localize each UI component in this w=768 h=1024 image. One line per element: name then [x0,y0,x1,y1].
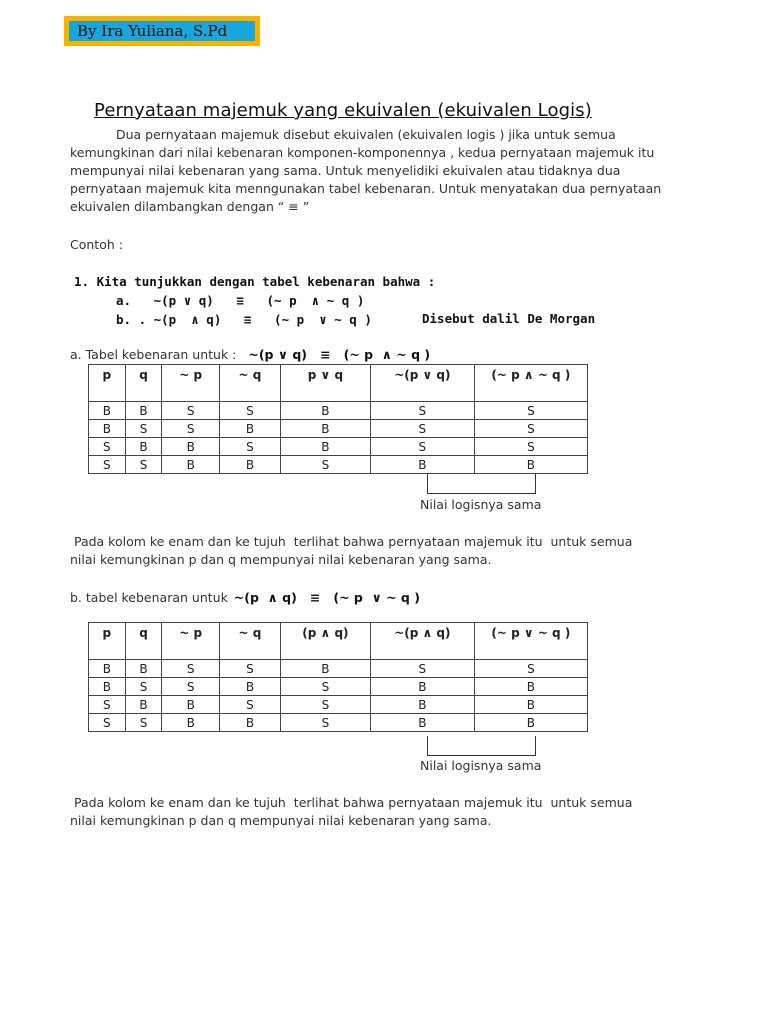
table-cell: B [220,456,281,474]
intro-line-4: pernyataan majemuk kita menngunakan tabel kebenaran. Untuk menyatakan dua pernyataan [70,181,662,196]
note-a-line-2: nilai kemungkinan p dan q mempunyai nilai kebenaran yang sama. [70,552,492,567]
header-cell: p [89,365,126,402]
page-title: Pernyataan majemuk yang ekuivalen (ekuivalen Logis) [94,100,592,121]
note-b-line-2: nilai kemungkinan p dan q mempunyai nilai kebenaran yang sama. [70,813,492,828]
table-cell: B [125,438,162,456]
table-cell: B [280,438,370,456]
table-row [89,420,588,438]
table-cell: B [474,696,587,714]
table-cell: B [280,660,370,678]
table-cell: S [370,438,474,456]
header-cell: p [89,623,126,660]
table-cell: B [89,420,126,438]
table-cell: B [474,456,587,474]
table-cell: S [220,402,281,420]
table-row [89,402,588,420]
author-box [64,16,260,46]
table-cell: S [280,456,370,474]
table-cell: S [370,402,474,420]
table-b-caption [70,589,420,608]
author-name: By Ira Yuliana, S.Pd [69,21,255,41]
bracket-a [427,474,536,494]
table-cell: B [220,420,281,438]
table-cell: B [162,714,220,732]
table-cell: S [370,420,474,438]
table-cell: S [162,402,220,420]
table-row [89,438,588,456]
table-cell: B [125,402,162,420]
intro-line-5: ekuivalen dilambangkan dengan “ ≡ ” [70,199,310,214]
contoh-label: Contoh : [70,237,123,252]
header-cell: ~ p [162,365,220,402]
table-cell: S [370,660,474,678]
table-cell: B [89,402,126,420]
table-cell: B [370,678,474,696]
bracket-b-label: Nilai logisnya sama [420,758,542,773]
table-row [89,678,588,696]
header-cell: q [125,365,162,402]
table-cell: B [125,660,162,678]
header-cell: q [125,623,162,660]
table-cell: S [125,456,162,474]
note-b-line-1: Pada kolom ke enam dan ke tujuh terlihat bahwa pernyataan majemuk itu untuk semua [70,795,633,810]
table-header-row [89,623,588,660]
table-cell: S [220,438,281,456]
bracket-a-label: Nilai logisnya sama [420,497,542,512]
truth-table-b [88,622,588,732]
header-cell: ~ q [220,365,281,402]
table-a-caption-prefix: a. Tabel kebenaran untuk : [70,347,237,362]
intro-line-1: Dua pernyataan majemuk disebut ekuivalen (ekuivalen logis ) jika untuk semua [116,127,616,142]
table-cell: B [162,456,220,474]
table-cell: S [125,714,162,732]
intro-line-3: mempunyai nilai kebenaran yang sama. Untuk menyelidiki ekuivalen atau tidaknya dua [70,163,621,178]
example-b: b. . ~(p ∧ q) ≡ (~ p ∨ ~ q ) [116,312,372,327]
table-a-caption [70,346,430,365]
table-cell: S [474,660,587,678]
de-morgan-label: Disebut dalil De Morgan [422,311,596,326]
table-cell: B [474,714,587,732]
table-cell: B [280,402,370,420]
table-cell: S [280,696,370,714]
table-cell: B [220,714,281,732]
note-a-line-1: Pada kolom ke enam dan ke tujuh terlihat bahwa pernyataan majemuk itu untuk semua [70,534,633,549]
table-cell: B [370,456,474,474]
table-row [89,456,588,474]
table-cell: S [162,678,220,696]
table-cell: B [162,696,220,714]
example-heading: 1. Kita tunjukkan dengan tabel kebenaran bahwa : [74,274,436,289]
table-cell: S [125,678,162,696]
table-row [89,714,588,732]
truth-table-a [88,364,588,474]
table-cell: S [474,438,587,456]
table-row [89,660,588,678]
table-b-caption-formula: ~(p ∧ q) ≡ (~ p ∨ ~ q ) [233,590,420,605]
table-cell: B [220,678,281,696]
table-cell: S [280,678,370,696]
table-cell: S [89,714,126,732]
table-cell: S [162,420,220,438]
table-b-caption-prefix: b. tabel kebenaran untuk [70,590,228,605]
table-cell: B [370,696,474,714]
table-cell: B [89,678,126,696]
table-cell: B [162,438,220,456]
header-cell: ~ p [162,623,220,660]
header-cell: (~ p ∨ ~ q ) [474,623,587,660]
table-cell: S [220,660,281,678]
table-cell: B [125,696,162,714]
table-cell: S [280,714,370,732]
table-cell: S [474,402,587,420]
header-cell: (p ∧ q) [280,623,370,660]
header-cell: (~ p ∧ ~ q ) [474,365,587,402]
table-a-caption-formula: ~(p ∨ q) ≡ (~ p ∧ ~ q ) [248,347,431,362]
table-cell: B [89,660,126,678]
table-row [89,696,588,714]
table-cell: B [474,678,587,696]
table-cell: B [280,420,370,438]
table-cell: S [220,696,281,714]
table-cell: S [89,456,126,474]
example-a: a. ~(p ∨ q) ≡ (~ p ∧ ~ q ) [116,293,365,308]
header-cell: ~ q [220,623,281,660]
bracket-b [427,736,536,756]
table-cell: S [125,420,162,438]
header-cell: ~(p ∨ q) [370,365,474,402]
table-cell: S [162,660,220,678]
table-cell: S [89,438,126,456]
table-header-row [89,365,588,402]
table-cell: S [474,420,587,438]
intro-line-2: kemungkinan dari nilai kebenaran komponen-komponennya , kedua pernyataan majemuk itu [70,145,655,160]
header-cell: ~(p ∧ q) [370,623,474,660]
header-cell: p ∨ q [280,365,370,402]
table-cell: S [89,696,126,714]
table-cell: B [370,714,474,732]
